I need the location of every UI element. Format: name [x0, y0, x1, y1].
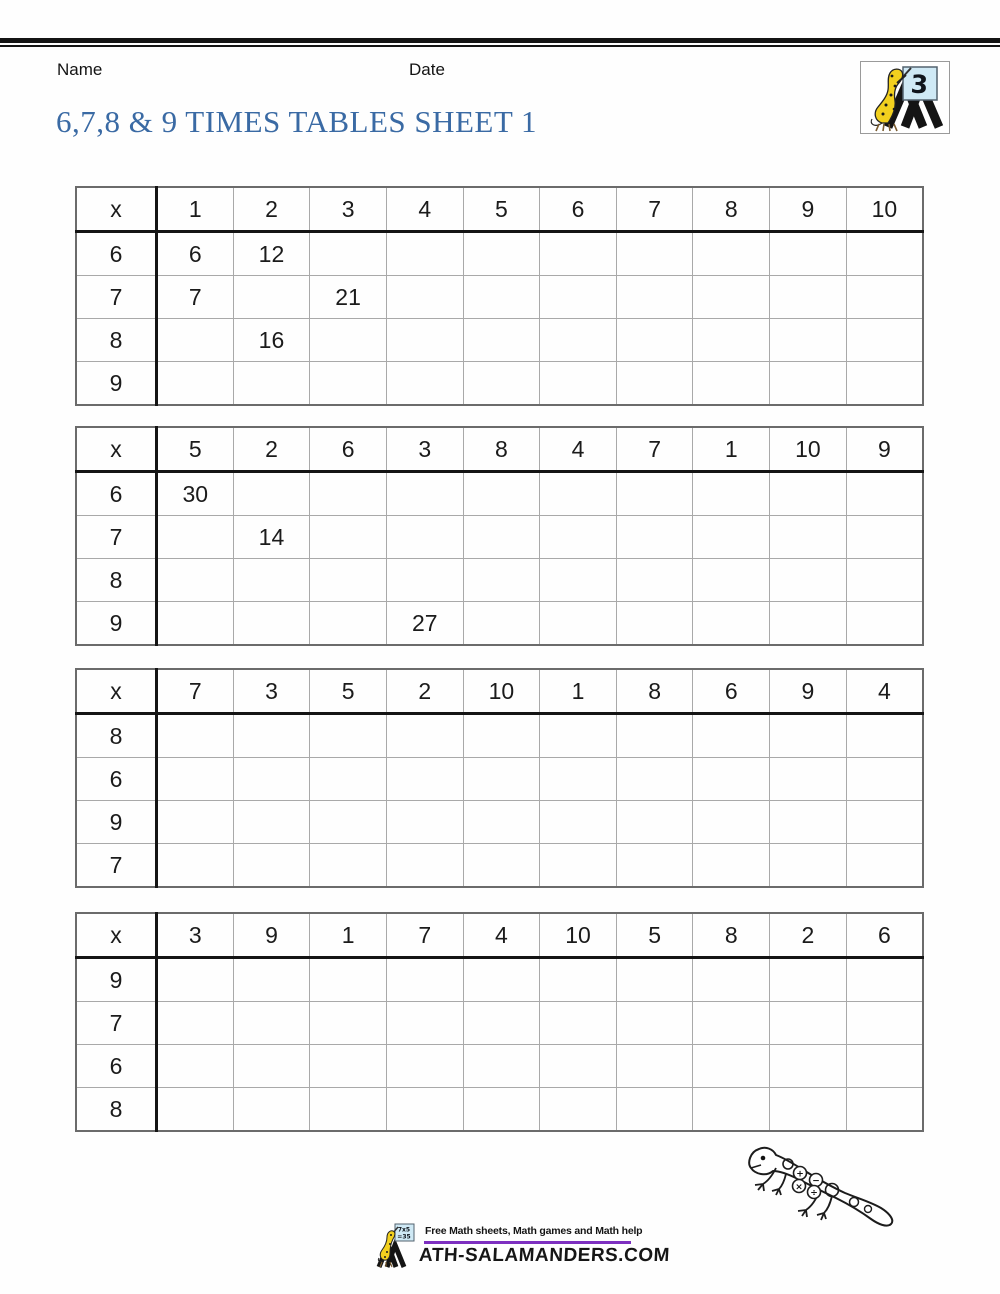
answer-cell: [463, 602, 540, 646]
answer-cell: [157, 362, 234, 406]
answer-cell: [770, 232, 847, 276]
answer-cell: [463, 232, 540, 276]
answer-cell: [157, 319, 234, 362]
answer-cell: 7: [157, 276, 234, 319]
row-label-cell: 8: [76, 1088, 157, 1132]
answer-cell: [310, 319, 387, 362]
answer-cell: [233, 1002, 310, 1045]
times-symbol-cell: x: [76, 427, 157, 472]
answer-cell: [846, 958, 923, 1002]
answer-cell: [157, 958, 234, 1002]
answer-cell: [386, 472, 463, 516]
table-row: [76, 1002, 923, 1045]
row-label-cell: 6: [76, 1045, 157, 1088]
header-number-cell: 9: [233, 913, 310, 958]
answer-cell: [770, 362, 847, 406]
answer-cell: [386, 1045, 463, 1088]
spot-divide-symbol: ÷: [810, 1188, 818, 1199]
answer-cell: [233, 362, 310, 406]
answer-cell: [463, 319, 540, 362]
table-row: [76, 559, 923, 602]
answer-cell: [463, 714, 540, 758]
table-row: [76, 602, 923, 646]
answer-cell: [846, 714, 923, 758]
header-number-cell: 3: [157, 913, 234, 958]
answer-cell: [157, 714, 234, 758]
answer-cell: [616, 801, 693, 844]
answer-cell: [770, 844, 847, 888]
header-number-cell: 6: [540, 187, 617, 232]
answer-cell: 27: [386, 602, 463, 646]
times-table-1: [75, 186, 924, 406]
answer-cell: [770, 319, 847, 362]
answer-cell: 6: [157, 232, 234, 276]
answer-cell: [846, 362, 923, 406]
answer-cell: [157, 1088, 234, 1132]
answer-cell: [386, 758, 463, 801]
row-label-cell: 8: [76, 319, 157, 362]
answer-cell: [770, 958, 847, 1002]
answer-cell: [310, 559, 387, 602]
header-number-cell: 1: [540, 669, 617, 714]
answer-cell: [157, 801, 234, 844]
footer-board-line2: =35: [397, 1233, 411, 1241]
answer-cell: [540, 801, 617, 844]
answer-cell: [693, 1088, 770, 1132]
answer-cell: [846, 559, 923, 602]
header-number-cell: 2: [233, 427, 310, 472]
answer-cell: [540, 516, 617, 559]
footer-purple-rule: [424, 1241, 631, 1244]
header-number-cell: 6: [310, 427, 387, 472]
header-number-cell: 5: [463, 187, 540, 232]
header-number-cell: 2: [770, 913, 847, 958]
answer-cell: [463, 1002, 540, 1045]
footer-board-line1: 7x5: [397, 1226, 411, 1234]
header-number-cell: 3: [310, 187, 387, 232]
header-number-cell: 10: [846, 187, 923, 232]
answer-cell: [770, 714, 847, 758]
answer-cell: [540, 1045, 617, 1088]
answer-cell: [463, 559, 540, 602]
answer-cell: [693, 1002, 770, 1045]
answer-cell: [846, 1088, 923, 1132]
answer-cell: [310, 1045, 387, 1088]
answer-cell: [693, 559, 770, 602]
header-number-cell: 4: [463, 913, 540, 958]
answer-cell: 12: [233, 232, 310, 276]
header-number-cell: 4: [386, 187, 463, 232]
answer-cell: [616, 1045, 693, 1088]
table-row: [76, 1045, 923, 1088]
table-row: [76, 758, 923, 801]
answer-cell: [386, 958, 463, 1002]
table-row: [76, 362, 923, 406]
times-table-header-row: [76, 669, 923, 714]
answer-cell: [310, 1088, 387, 1132]
answer-cell: [310, 758, 387, 801]
grade-3-salamander-logo-icon: [861, 62, 949, 133]
answer-cell: [463, 362, 540, 406]
answer-cell: [157, 559, 234, 602]
answer-cell: [693, 958, 770, 1002]
answer-cell: [157, 758, 234, 801]
header-number-cell: 8: [693, 913, 770, 958]
answer-cell: [310, 958, 387, 1002]
header-number-cell: 7: [616, 427, 693, 472]
header-number-cell: 3: [233, 669, 310, 714]
page-title: 6,7,8 & 9 TIMES TABLES SHEET 1: [56, 104, 537, 139]
answer-cell: [770, 1088, 847, 1132]
table-row: [76, 958, 923, 1002]
answer-cell: 16: [233, 319, 310, 362]
row-label-cell: 7: [76, 276, 157, 319]
footer-brand: [374, 1222, 671, 1274]
answer-cell: [616, 516, 693, 559]
answer-cell: [463, 958, 540, 1002]
answer-cell: [846, 801, 923, 844]
table-row: [76, 276, 923, 319]
answer-cell: [846, 1045, 923, 1088]
answer-cell: [157, 1045, 234, 1088]
header-number-cell: 1: [310, 913, 387, 958]
answer-cell: [233, 958, 310, 1002]
table-row: [76, 714, 923, 758]
answer-cell: [616, 714, 693, 758]
times-table-4: [75, 912, 924, 1132]
answer-cell: [386, 559, 463, 602]
answer-cell: [157, 602, 234, 646]
header-number-cell: 1: [157, 187, 234, 232]
answer-cell: [616, 758, 693, 801]
answer-cell: [310, 844, 387, 888]
spot-plus-symbol: +: [796, 1169, 804, 1180]
row-label-cell: 7: [76, 844, 157, 888]
answer-cell: [616, 602, 693, 646]
answer-cell: [540, 276, 617, 319]
answer-cell: [233, 844, 310, 888]
answer-cell: [693, 362, 770, 406]
answer-cell: 21: [310, 276, 387, 319]
answer-cell: [540, 1002, 617, 1045]
header-number-cell: 8: [616, 669, 693, 714]
header-number-cell: 5: [310, 669, 387, 714]
spot-minus-symbol: −: [812, 1176, 820, 1187]
answer-cell: [233, 714, 310, 758]
answer-cell: [233, 472, 310, 516]
answer-cell: [846, 844, 923, 888]
header-number-cell: 1: [693, 427, 770, 472]
answer-cell: [463, 758, 540, 801]
answer-cell: [846, 602, 923, 646]
answer-cell: [770, 1045, 847, 1088]
answer-cell: [233, 1088, 310, 1132]
answer-cell: [616, 319, 693, 362]
answer-cell: [386, 362, 463, 406]
answer-cell: [846, 276, 923, 319]
answer-cell: [693, 1045, 770, 1088]
answer-cell: [693, 276, 770, 319]
salamander-drawing-icon: [742, 1136, 906, 1236]
answer-cell: [540, 559, 617, 602]
answer-cell: [770, 602, 847, 646]
answer-cell: [540, 472, 617, 516]
answer-cell: [386, 844, 463, 888]
header-number-cell: 9: [770, 187, 847, 232]
date-label: Date: [409, 60, 445, 79]
spot-times-symbol: ×: [795, 1182, 803, 1193]
answer-cell: [233, 559, 310, 602]
header-number-cell: 3: [386, 427, 463, 472]
row-label-cell: 6: [76, 472, 157, 516]
answer-cell: [616, 472, 693, 516]
answer-cell: [616, 559, 693, 602]
answer-cell: [310, 362, 387, 406]
row-label-cell: 7: [76, 516, 157, 559]
times-table-header-row: [76, 913, 923, 958]
answer-cell: [770, 801, 847, 844]
answer-cell: [846, 758, 923, 801]
header-number-cell: 10: [463, 669, 540, 714]
answer-cell: [616, 232, 693, 276]
answer-cell: [616, 958, 693, 1002]
times-symbol-cell: x: [76, 187, 157, 232]
grade-badge: [860, 61, 950, 134]
answer-cell: [463, 801, 540, 844]
header-number-cell: 5: [157, 427, 234, 472]
answer-cell: [386, 516, 463, 559]
table-row: [76, 472, 923, 516]
answer-cell: [770, 758, 847, 801]
answer-cell: [846, 516, 923, 559]
answer-cell: [846, 472, 923, 516]
answer-cell: [233, 602, 310, 646]
footer-logo-icon: [374, 1222, 420, 1270]
answer-cell: [310, 714, 387, 758]
table-row: [76, 516, 923, 559]
answer-cell: [463, 276, 540, 319]
header-number-cell: 4: [540, 427, 617, 472]
answer-cell: [770, 472, 847, 516]
times-table-2: [75, 426, 924, 646]
answer-cell: [616, 276, 693, 319]
answer-cell: [693, 758, 770, 801]
row-label-cell: 9: [76, 958, 157, 1002]
times-symbol-cell: x: [76, 669, 157, 714]
table-row: [76, 319, 923, 362]
answer-cell: [157, 516, 234, 559]
answer-cell: 30: [157, 472, 234, 516]
answer-cell: [233, 1045, 310, 1088]
row-label-cell: 9: [76, 602, 157, 646]
top-border-rule: [0, 38, 1000, 47]
answer-cell: [693, 844, 770, 888]
answer-cell: [463, 516, 540, 559]
table-row: [76, 844, 923, 888]
answer-cell: [540, 958, 617, 1002]
answer-cell: [846, 1002, 923, 1045]
header-number-cell: 6: [693, 669, 770, 714]
answer-cell: [540, 758, 617, 801]
table-row: [76, 232, 923, 276]
answer-cell: [693, 801, 770, 844]
answer-cell: [463, 1088, 540, 1132]
answer-cell: [693, 232, 770, 276]
answer-cell: [693, 319, 770, 362]
grade-number: 3: [909, 69, 929, 100]
answer-cell: [310, 801, 387, 844]
footer-site-text: ATH-SALAMANDERS.COM: [418, 1245, 671, 1266]
answer-cell: [693, 472, 770, 516]
answer-cell: [540, 319, 617, 362]
header-number-cell: 10: [770, 427, 847, 472]
answer-cell: [770, 559, 847, 602]
header-number-cell: 2: [386, 669, 463, 714]
answer-cell: [233, 758, 310, 801]
answer-cell: [693, 714, 770, 758]
row-label-cell: 7: [76, 1002, 157, 1045]
header-number-cell: 7: [157, 669, 234, 714]
answer-cell: [540, 1088, 617, 1132]
answer-cell: [386, 1002, 463, 1045]
answer-cell: [540, 232, 617, 276]
answer-cell: [846, 319, 923, 362]
row-label-cell: 8: [76, 559, 157, 602]
answer-cell: [540, 714, 617, 758]
answer-cell: [233, 276, 310, 319]
answer-cell: [310, 472, 387, 516]
answer-cell: [616, 1088, 693, 1132]
answer-cell: [463, 1045, 540, 1088]
answer-cell: [310, 232, 387, 276]
answer-cell: [386, 1088, 463, 1132]
answer-cell: [463, 844, 540, 888]
header-number-cell: 5: [616, 913, 693, 958]
answer-cell: [540, 362, 617, 406]
answer-cell: [616, 1002, 693, 1045]
answer-cell: [386, 319, 463, 362]
answer-cell: [463, 472, 540, 516]
header-number-cell: 8: [463, 427, 540, 472]
row-label-cell: 6: [76, 758, 157, 801]
answer-cell: [310, 602, 387, 646]
answer-cell: [770, 276, 847, 319]
name-label: Name: [57, 60, 103, 79]
times-table-header-row: [76, 427, 923, 472]
header-number-cell: 9: [846, 427, 923, 472]
answer-cell: [616, 844, 693, 888]
answer-cell: [386, 801, 463, 844]
times-table-header-row: [76, 187, 923, 232]
header-number-cell: 2: [233, 187, 310, 232]
answer-cell: [157, 1002, 234, 1045]
answer-cell: [310, 1002, 387, 1045]
answer-cell: [386, 232, 463, 276]
times-table-3: [75, 668, 924, 888]
answer-cell: [233, 801, 310, 844]
answer-cell: [310, 516, 387, 559]
answer-cell: [386, 714, 463, 758]
answer-cell: [386, 276, 463, 319]
row-label-cell: 6: [76, 232, 157, 276]
header-number-cell: 9: [770, 669, 847, 714]
header-number-cell: 10: [540, 913, 617, 958]
header-number-cell: 7: [616, 187, 693, 232]
answer-cell: [770, 516, 847, 559]
footer-tagline: Free Math sheets, Math games and Math help: [425, 1225, 643, 1237]
table-row: [76, 1088, 923, 1132]
answer-cell: [157, 844, 234, 888]
header-number-cell: 4: [846, 669, 923, 714]
header-number-cell: 8: [693, 187, 770, 232]
row-label-cell: 9: [76, 362, 157, 406]
times-symbol-cell: x: [76, 913, 157, 958]
table-row: [76, 801, 923, 844]
answer-cell: [693, 602, 770, 646]
answer-cell: [540, 602, 617, 646]
answer-cell: 14: [233, 516, 310, 559]
answer-cell: [540, 844, 617, 888]
answer-cell: [693, 516, 770, 559]
row-label-cell: 8: [76, 714, 157, 758]
header-number-cell: 6: [846, 913, 923, 958]
answer-cell: [770, 1002, 847, 1045]
row-label-cell: 9: [76, 801, 157, 844]
answer-cell: [616, 362, 693, 406]
header-number-cell: 7: [386, 913, 463, 958]
answer-cell: [846, 232, 923, 276]
